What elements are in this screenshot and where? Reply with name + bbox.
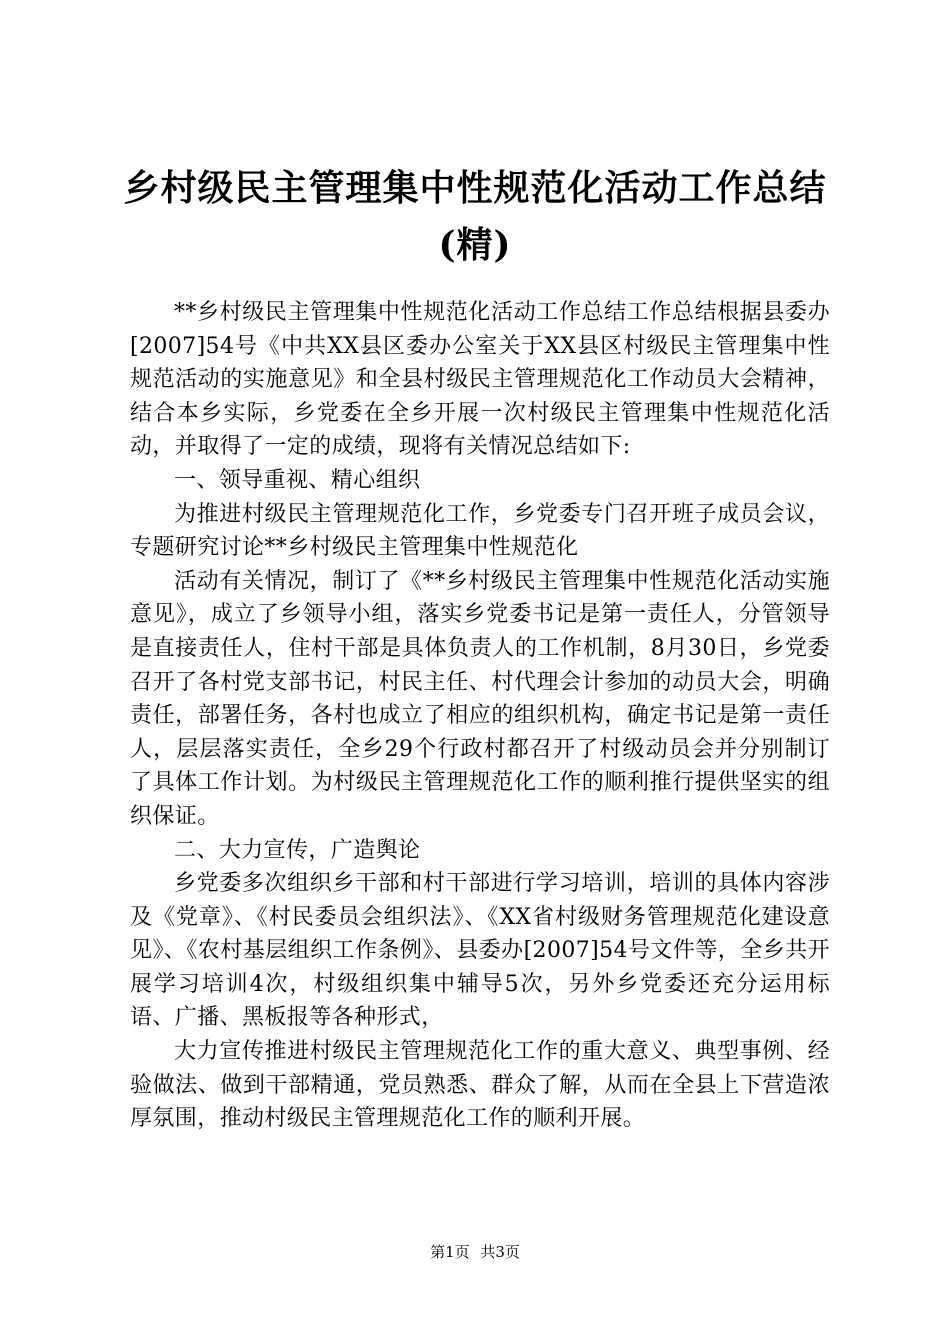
section-heading-1: 一、领导重视、精心组织 (174, 467, 421, 493)
page-number-current: 第1页 (430, 1243, 470, 1261)
paragraph-section1-a: 为推进村级民主管理规范化工作，乡党委专门召开班子成员会议，专题研究讨论**乡村级民主管理集中性规范化 (130, 501, 830, 561)
section-heading-2: 二、大力宣传，广造舆论 (174, 837, 421, 863)
document-title-line2: (精) (438, 224, 512, 266)
paragraph-intro: **乡村级民主管理集中性规范化活动工作总结工作总结根据县委办[2007]54号《中共XX县区委办公室关于XX县区村级民主管理集中性规范活动的实施意见》和全县村级民主管理规范化工作动员大会精神，结合本乡实际，乡党委在全乡开展一次村级民主管理集中性规范化活动，并取得了一定的成绩，现将有关情况总结如下: (130, 300, 830, 460)
paragraph-section1-b: 活动有关情况，制订了《**乡村级民主管理集中性规范化活动实施意见》，成立了乡领导小组，落实乡党委书记是第一责任人，分管领导是直接责任人，住村干部是具体负责人的工作机制，8月30日，乡党委召开了各村党支部书记，村民主任、村代理会计参加的动员大会，明确责任，部署任务，各村也成立了相应的组织机构，确定书记是第一责任人，层层落实责任，全乡29个行政村都召开了村级动员会并分别制订了具体工作计划。为村级民主管理规范化工作的顺利推行提供坚实的组织保证。 (130, 568, 830, 829)
document-title-line1: 乡村级民主管理集中性规范化活动工作总结 (123, 167, 827, 209)
document-body (130, 296, 830, 1136)
paragraph-section2-b: 大力宣传推进村级民主管理规范化工作的重大意义、典型事例、经验做法、做到干部精通，党员熟悉、群众了解，从而在全县上下营造浓厚氛围，推动村级民主管理规范化工作的顺利开展。 (130, 1039, 830, 1132)
page-number-total: 共3页 (480, 1243, 520, 1261)
paragraph-section2-a: 乡党委多次组织乡干部和村干部进行学习培训，培训的具体内容涉及《党章》、《村民委员会组织法》、《XX省村级财务管理规范化建设意见》、《农村基层组织工作条例》、县委办[2007]54号文件等，全乡共开展学习培训4次，村级组织集中辅导5次，另外乡党委还充分运用标语、广播、黑板报等各种形式， (130, 871, 830, 1031)
page-footer (0, 1242, 950, 1262)
